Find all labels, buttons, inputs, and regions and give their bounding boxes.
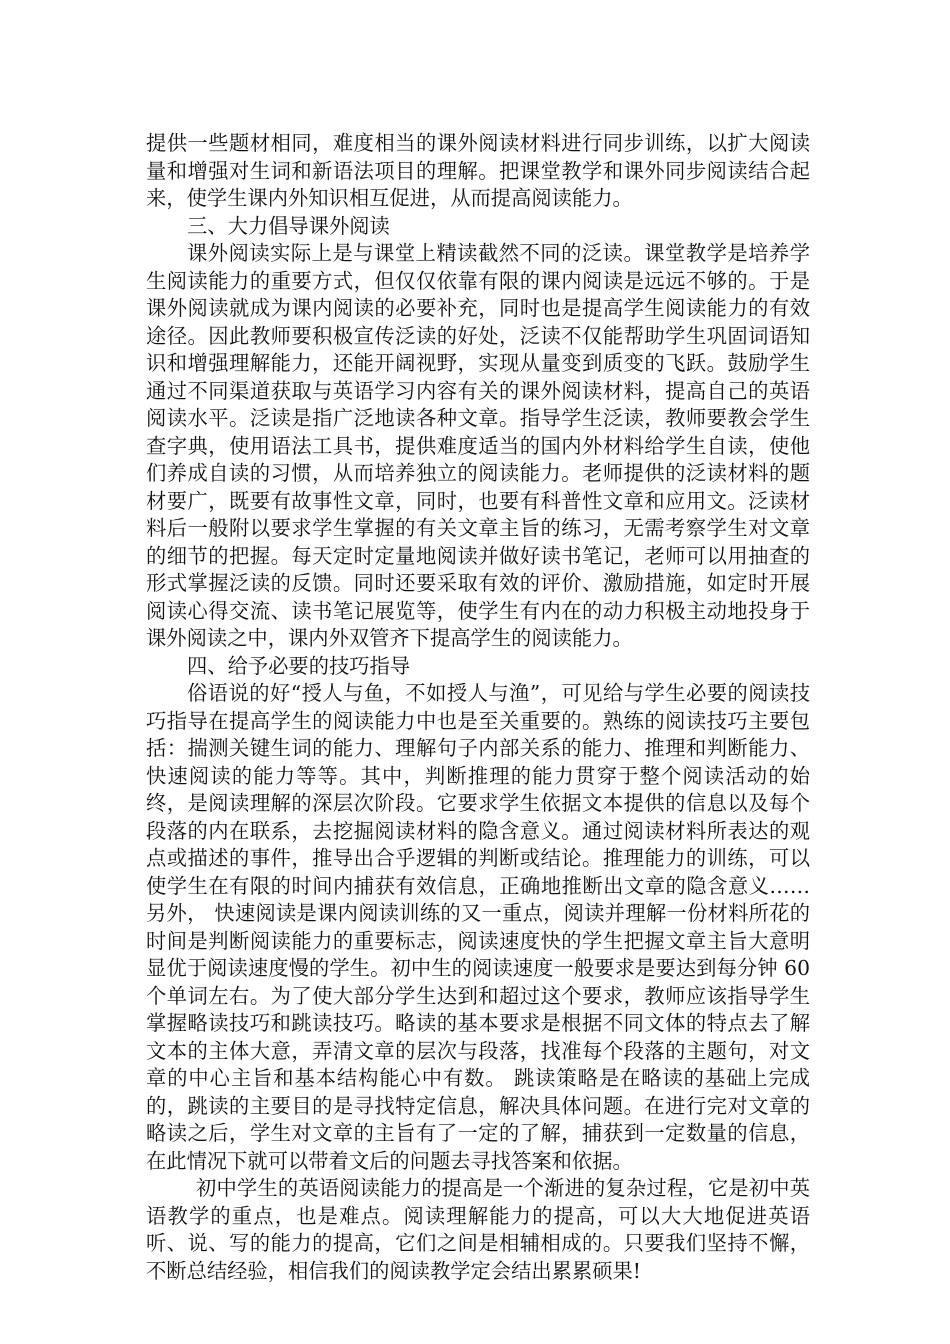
section-heading-4: 四、给予必要的技巧指导: [187, 653, 411, 678]
body-paragraph-extensive-reading: 课外阅读实际上是与课堂上精读截然不同的泛读。课堂教学是培养学生阅读能力的重要方式，但仅仅依靠有限的课内阅读是远远不够的。于是课外阅读就成为课内阅读的必要补充，同时也是提高学生阅读能力的有效途径。因此教师要积极宣传泛读的好处，泛读不仅能帮助学生巩固词语知识和增强理解能力，还能开阔视野，实现从量变到质变的飞跃。鼓励学生通过不同渠道获取与英语学习内容有关的课外阅读材料，提高自己的英语阅读水平。泛读是指广泛地读各种文章。指导学生泛读，教师要教会学生查字典，使用语法工具书，提供难度适当的国内外材料给学生自读，使他们养成自读的习惯，从而培养独立的阅读能力。老师提供的泛读材料的题材要广，既要有故事性文章，同时，也要有科普性文章和应用文。泛读材料后一般附以要求学生掌握的有关文章主旨的练习，无需考察学生对文章的细节的把握。每天定时定量地阅读并做好读书笔记，老师可以用抽查的形式掌握泛读的反馈。同时还要采取有效的评价、激励措施，如定时开展阅读心得交流、读书笔记展览等，使学生有内在的动力积极主动地投身于课外阅读之中，课内外双管齐下提高学生的阅读能力。: [146, 241, 810, 650]
body-paragraph-continued: 提供一些题材相同，难度相当的课外阅读材料进行同步训练，以扩大阅读量和增强对生词和新语法项目的理解。把课堂教学和课外同步阅读结合起来，使学生课内外知识相互促进，从而提高阅读能力。: [146, 131, 810, 210]
document-page: [146, 130, 810, 1285]
section-heading-3: 三、大力倡导课外阅读: [187, 213, 390, 238]
body-paragraph-conclusion: 初中学生的英语阅读能力的提高是一个渐进的复杂过程，它是初中英语教学的重点，也是难点。阅读理解能力的提高，可以大大地促进英语听、说、写的能力的提高，它们之间是相辅相成的。只要我们坚持不懈，不断总结经验，相信我们的阅读教学定会结出累累硕果!: [146, 1176, 810, 1283]
body-paragraph-reading-skills: 俗语说的好“授人与鱼，不如授人与渔”，可见给与学生必要的阅读技巧指导在提高学生的阅读能力中也是至关重要的。熟练的阅读技巧主要包括：揣测关键生词的能力、理解句子内部关系的能力、推理和判断能力、快速阅读的能力等等。其中，判断推理的能力贯穿于整个阅读活动的始终，是阅读理解的深层次阶段。它要求学生依据文本提供的信息以及每个段落的内在联系，去挖掘阅读材料的隐含意义。通过阅读材料所表达的观点或描述的事件，推导出合乎逻辑的判断或结论。推理能力的训练，可以使学生在有限的时间内捕获有效信息，正确地推断出文章的隐含意义……另外， 快速阅读是课内阅读训练的又一重点，阅读并理解一份材料所花的时间是判断阅读能力的重要标志，阅读速度快的学生把握文章主旨大意明显优于阅读速度慢的学生。初中生的阅读速度一般要求是要达到每分钟 60 个单词左右。为了使大部分学生达到和超过这个要求，教师应该指导学生掌握略读技巧和跳读技巧。略读的基本要求是根据不同文体的特点去了解文本的主体大意，弄清文章的层次与段落，找准每个段落的主题句，对文章的中心主旨和基本结构能心中有数。 跳读策略是在略读的基础上完成的，跳读的主要目的是寻找特定信息，解决具体问题。在进行完对文章的略读之后，学生对文章的主旨有了一定的了解，捕获到一定数量的信息，在此情况下就可以带着文后的问题去寻找答案和依据。: [146, 681, 810, 1173]
